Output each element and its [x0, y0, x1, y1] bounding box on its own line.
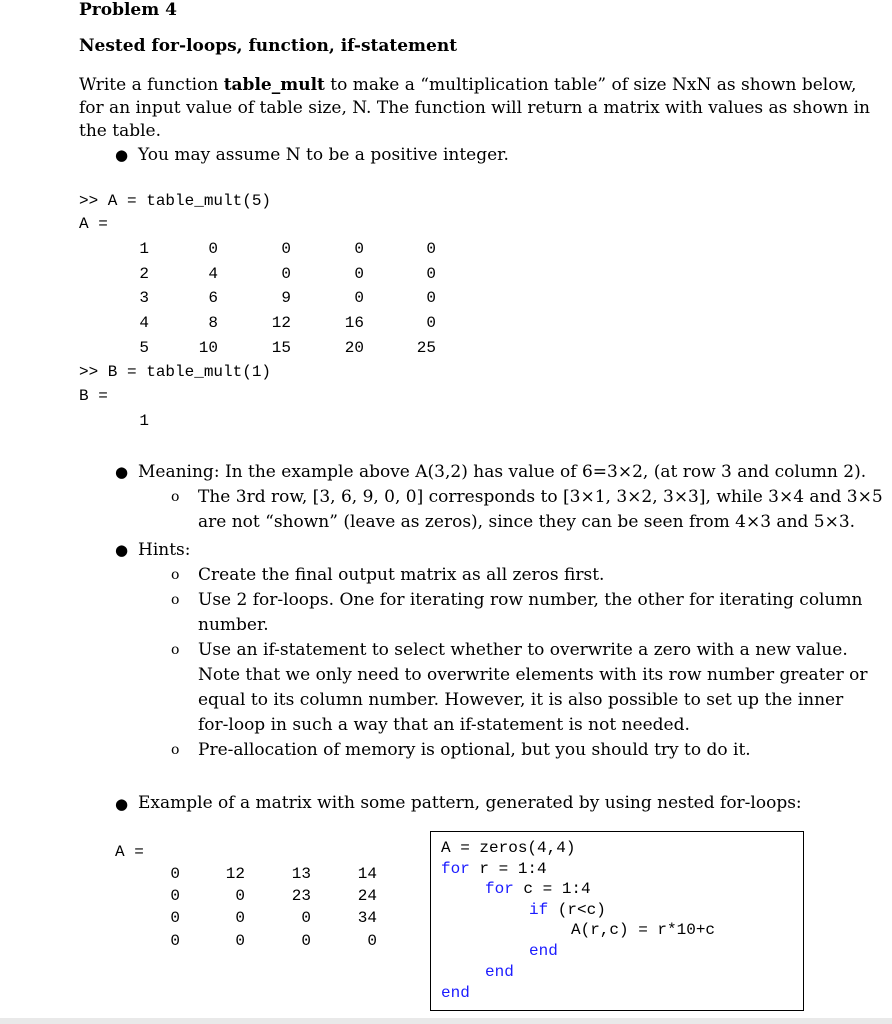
- bullet-icon: ●: [115, 541, 129, 559]
- pattern-matrix-cell: 0: [301, 932, 311, 950]
- pattern-matrix-cell: 0: [170, 865, 180, 883]
- matrix-a-cell: 4: [139, 314, 149, 332]
- pattern-matrix-cell: 14: [357, 865, 377, 883]
- hint-3-line-1: Use an if-statement to select whether to overwrite a zero with a new value.: [198, 640, 848, 660]
- hint-4: Pre-allocation of memory is optional, but you should try to do it.: [198, 740, 751, 760]
- pattern-matrix-cell: 0: [170, 932, 180, 950]
- matrix-a-cell: 0: [426, 314, 436, 332]
- problem-subtitle: Nested for-loops, function, if-statement: [79, 36, 458, 56]
- pattern-matrix-cell: 24: [357, 887, 377, 905]
- pattern-matrix-cell: 0: [170, 909, 180, 927]
- var-b-label: B =: [79, 387, 108, 405]
- assume-positive-note: You may assume N to be a positive integer.: [138, 145, 509, 165]
- pattern-text: Example of a matrix with some pattern, generated by using nested for-loops:: [138, 793, 802, 813]
- matrix-a-cell: 15: [271, 339, 291, 357]
- matrix-a-cell: 0: [281, 240, 291, 258]
- hint-1: Create the final output matrix as all zeros first.: [198, 565, 605, 585]
- code-line-8: end: [441, 984, 470, 1002]
- meaning-sub-1: The 3rd row, [3, 6, 9, 0, 0] corresponds to [3×1, 3×2, 3×3], while 3×4 and 3×5: [198, 487, 883, 507]
- hint-3-line-3: equal to its column number. However, it is also possible to set up the inner: [198, 690, 844, 710]
- hint-2-line-1: Use 2 for-loops. One for iterating row number, the other for iterating column: [198, 590, 863, 610]
- matrix-a-cell: 0: [426, 240, 436, 258]
- matrix-a-cell: 10: [198, 339, 218, 357]
- function-name: table_mult: [223, 75, 325, 95]
- matrix-a-cell: 9: [281, 289, 291, 307]
- matrix-a-cell: 2: [139, 265, 149, 283]
- bullet-icon: ●: [115, 146, 129, 164]
- circle-bullet-icon: o: [171, 642, 180, 658]
- bullet-icon: ●: [115, 795, 129, 813]
- matrix-a-cell: 16: [344, 314, 364, 332]
- code-line-2: for r = 1:4: [441, 860, 547, 878]
- circle-bullet-icon: o: [171, 489, 180, 505]
- matrix-a-cell: 5: [139, 339, 149, 357]
- bullet-icon: ●: [115, 463, 129, 481]
- matrix-a-cell: 4: [208, 265, 218, 283]
- code-line-6: end: [529, 942, 558, 960]
- circle-bullet-icon: o: [171, 742, 180, 758]
- hint-3-line-2: Note that we only need to overwrite elements with its row number greater or: [198, 665, 868, 685]
- meaning-sub-2: are not “shown” (leave as zeros), since they can be seen from 4×3 and 5×3.: [198, 512, 856, 532]
- code-line-1: A = zeros(4,4): [441, 839, 576, 857]
- pattern-matrix-cell: 13: [291, 865, 311, 883]
- pattern-matrix-cell: 0: [367, 932, 377, 950]
- pattern-var-label: A =: [115, 843, 144, 861]
- intro-line-1: Write a function table_mult to make a “multiplication table” of size NxN as shown below,: [79, 75, 857, 95]
- matrix-a-cell: 6: [208, 289, 218, 307]
- matrix-a-cell: 0: [354, 265, 364, 283]
- pattern-matrix-cell: 12: [225, 865, 245, 883]
- pattern-matrix-cell: 0: [235, 909, 245, 927]
- code-line-3: for c = 1:4: [485, 880, 591, 898]
- hints-label: Hints:: [138, 540, 191, 560]
- matrix-a-cell: 1: [139, 240, 149, 258]
- pattern-matrix-cell: 0: [235, 932, 245, 950]
- page-bottom-border: [0, 1018, 892, 1024]
- pattern-matrix-cell: 0: [301, 909, 311, 927]
- pattern-matrix-cell: 34: [357, 909, 377, 927]
- pattern-matrix-cell: 0: [170, 887, 180, 905]
- code-line-5: A(r,c) = r*10+c: [571, 921, 716, 939]
- circle-bullet-icon: o: [171, 592, 180, 608]
- matrix-a-cell: 25: [416, 339, 436, 357]
- pattern-matrix-cell: 0: [235, 887, 245, 905]
- command-a: >> A = table_mult(5): [79, 192, 272, 210]
- command-b: >> B = table_mult(1): [79, 363, 272, 381]
- matrix-a-cell: 0: [208, 240, 218, 258]
- code-line-4: if (r<c): [529, 901, 606, 919]
- intro-line-3: the table.: [79, 121, 161, 141]
- code-line-7: end: [485, 963, 514, 981]
- matrix-a-cell: 8: [208, 314, 218, 332]
- matrix-a-cell: 20: [344, 339, 364, 357]
- hint-3-line-4: for-loop in such a way that an if-statement is not needed.: [198, 715, 690, 735]
- matrix-a-cell: 12: [271, 314, 291, 332]
- intro-line-2: for an input value of table size, N. The function will return a matrix with values as shown in: [79, 98, 871, 118]
- circle-bullet-icon: o: [171, 567, 180, 583]
- matrix-a-cell: 0: [281, 265, 291, 283]
- matrix-a-cell: 0: [354, 240, 364, 258]
- matrix-a-cell: 3: [139, 289, 149, 307]
- hint-2-line-2: number.: [198, 615, 269, 635]
- matrix-b-cell: 1: [139, 412, 149, 430]
- problem-title: Problem 4: [79, 0, 177, 20]
- matrix-a-cell: 0: [426, 265, 436, 283]
- pattern-matrix-cell: 23: [291, 887, 311, 905]
- matrix-a-cell: 0: [426, 289, 436, 307]
- meaning-text: Meaning: In the example above A(3,2) has value of 6=3×2, (at row 3 and column 2).: [138, 462, 867, 482]
- matrix-a-cell: 0: [354, 289, 364, 307]
- var-a-label: A =: [79, 215, 108, 233]
